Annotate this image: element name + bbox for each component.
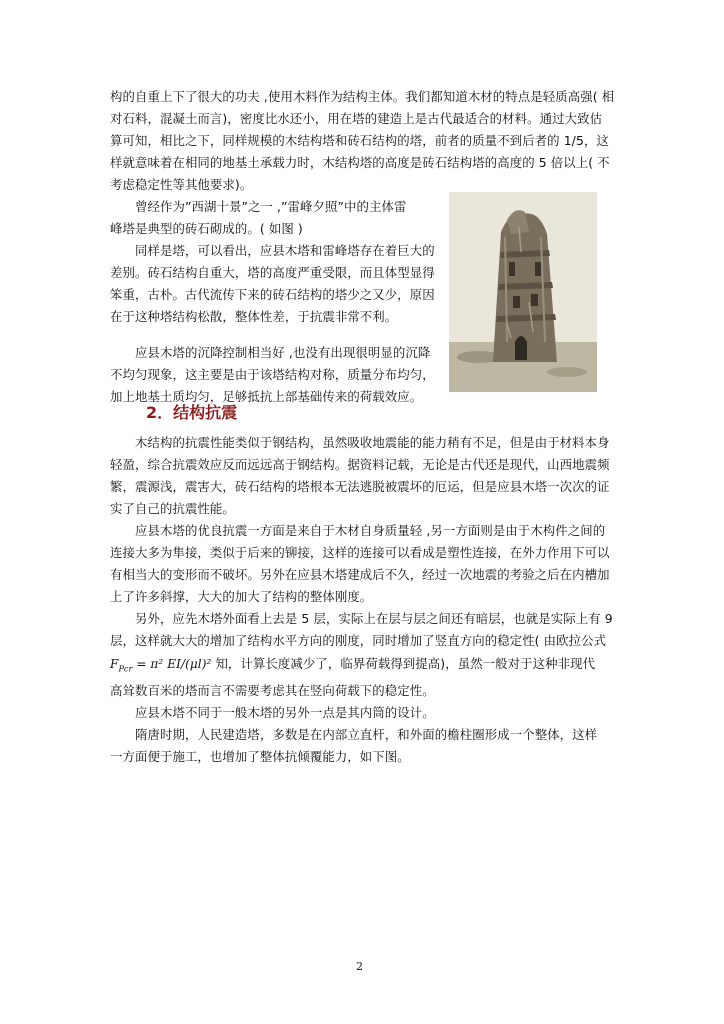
text-line: 层，这样就大大的增加了结构水平方向的刚度，同时增加了竖直方向的稳定性( 由欧拉公式 xyxy=(110,633,607,648)
text-line: 不均匀现象，这主要是由于该塔结构对称，质量分布均匀， xyxy=(110,367,435,382)
text-line: 应县木塔不同于一般木塔的另外一点是其内筒的设计。 xyxy=(135,705,435,720)
pagoda-illustration xyxy=(449,192,597,392)
text-line: 轻盈，综合抗震效应反而远远高于钢结构。据资料记载，无论是古代还是现代，山西地震频 xyxy=(110,457,610,472)
text-line: 应县木塔的优良抗震一方面是来自于木材自身质量轻 ,另一方面则是由于木构件之间的 xyxy=(135,523,606,538)
text-line: 加上地基土质均匀，足够抵抗上部基础传来的荷载效应。 xyxy=(110,389,423,404)
text-line: 另外，应先木塔外面看上去是 5 层，实际上在层与层之间还有暗层，也就是实际上有 9 xyxy=(135,611,613,626)
formula-line: $F_{Pcr} = \pi^2$ EI/(μl)² 知，计算长度减少了，临界荷载得到提高)，虽然一般对于这种非现代 xyxy=(110,656,596,674)
text-line: 笨重，古朴。古代流传下来的砖石结构的塔少之又少，原因 xyxy=(110,287,435,302)
text-line: 连接大多为隼接，类似于后来的铆接，这样的连接可以看成是塑性连接，在外力作用下可以 xyxy=(110,545,610,560)
text-line: 算可知，相比之下，同样规模的木结构塔和砖石结构的塔，前者的质量不到后者的 1/5，这 xyxy=(110,133,609,148)
text-line: 有相当大的变形而不破坏。另外在应县木塔建成后不久，经过一次地震的考验之后在内槽加 xyxy=(110,567,610,582)
text-line: 应县木塔的沉降控制相当好 ,也没有出现很明显的沉降 xyxy=(135,345,431,360)
page-number: 2 xyxy=(356,960,363,973)
text-line: 繁，震源浅，震害大，砖石结构的塔根本无法逃脱被震坏的厄运，但是应县木塔一次次的证 xyxy=(110,479,610,494)
text-line: 一方面便于施工，也增加了整体抗倾覆能力，如下图。 xyxy=(110,749,410,764)
text-line: 差别。砖石结构自重大，塔的高度严重受限，而且体型显得 xyxy=(110,265,435,280)
text-line: 在于这种塔结构松散，整体性差，于抗震非常不利。 xyxy=(110,309,398,324)
text-line: 对石料，混凝土而言)，密度比水还小，用在塔的建造上是古代最适合的材料。通过大致估 xyxy=(110,111,603,126)
text-line: 隋唐时期，人民建造塔，多数是在内部立直杆，和外面的檐柱圈形成一个整体，这样 xyxy=(135,727,598,742)
text-line: 考虑稳定性等其他要求)。 xyxy=(110,177,253,192)
text-line: 峰塔是典型的砖石砌成的。( 如图 ) xyxy=(110,221,303,236)
text-line: 同样是塔，可以看出，应县木塔和雷峰塔存在着巨大的 xyxy=(135,243,435,258)
leifeng-pagoda-photo xyxy=(449,192,597,392)
text-line: 高耸数百米的塔而言不需要考虑其在竖向荷载下的稳定性。 xyxy=(110,683,435,698)
text-line: 上了许多斜撑，大大的加大了结构的整体刚度。 xyxy=(110,589,373,604)
text-line: 曾经作为”西湖十景”之一 ,”雷峰夕照”中的主体雷 xyxy=(135,199,407,214)
text-line: 样就意味着在相同的地基土承载力时，木结构塔的高度是砖石结构塔的高度的 5 倍以上( 不 xyxy=(110,155,610,170)
text-line: 木结构的抗震性能类似于钢结构，虽然吸收地震能的能力稍有不足，但是由于材料本身 xyxy=(135,435,610,450)
text-line: 构的自重上下了很大的功夫 ,使用木料作为结构主体。我们都知道木材的特点是轻质高强( 相 xyxy=(110,89,615,104)
text-line: 实了自己的抗震性能。 xyxy=(110,501,235,516)
section-heading: 2．结构抗震 xyxy=(146,403,238,422)
euler-formula: $F_{Pcr} = \pi^2$ EI/(μl)² xyxy=(110,657,212,674)
